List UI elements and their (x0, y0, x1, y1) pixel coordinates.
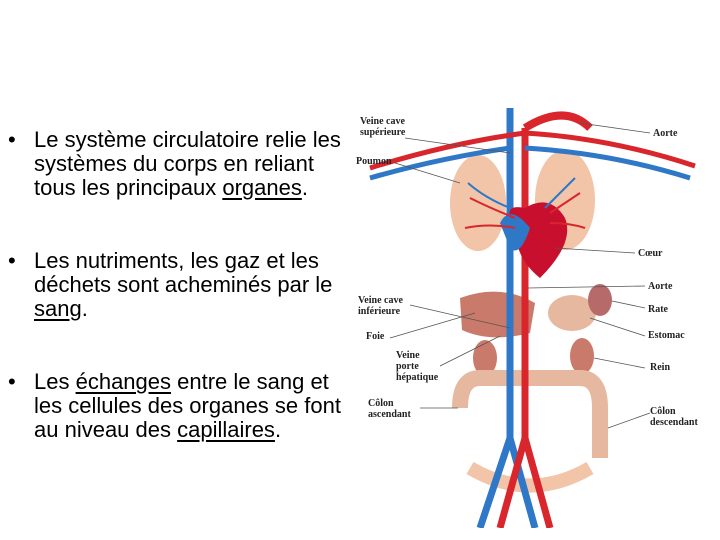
link-organes[interactable]: organes (222, 175, 302, 200)
label-coeur: Cœur (638, 248, 663, 259)
label-rate: Rate (648, 304, 668, 315)
bullet-item-3 (8, 370, 358, 442)
bullet-text: entre le sang et les cellules des organes se font au niveau des (34, 369, 341, 442)
label-colon-ascendant: Côlon ascendant (368, 398, 411, 420)
link-echanges[interactable]: échanges (75, 369, 172, 394)
circulatory-system-figure (350, 108, 720, 528)
link-sang[interactable]: sang (34, 296, 82, 321)
label-poumon: Poumon (356, 156, 392, 167)
bullet-punct: . (81, 296, 88, 321)
link-capillaires[interactable]: capillaires (177, 417, 275, 442)
bullet-text: Les nutriments, les gaz et les déchets sont acheminés par le (34, 248, 333, 297)
bullet-list (8, 128, 358, 442)
label-veine-cave-inferieure: Veine cave inférieure (358, 295, 403, 317)
label-veine-cave-superieure: Veine cave supérieure (360, 116, 406, 138)
label-foie: Foie (366, 331, 385, 342)
label-colon-descendant: Côlon descendant (650, 406, 698, 428)
anatomy-illustration (350, 108, 720, 528)
bullet-punct: . (274, 417, 282, 442)
intestine (470, 468, 590, 486)
bullet-text: Les (34, 369, 76, 394)
bullet-punct: . (301, 175, 308, 200)
label-estomac: Estomac (648, 330, 685, 341)
bullet-item-1 (8, 128, 358, 200)
label-rein: Rein (650, 362, 670, 373)
label-aorte-mid: Aorte (648, 281, 673, 292)
aortic-arch (525, 116, 590, 129)
bullet-text: Le système circulatoire relie les systèmes du corps en reliant tous les principaux (34, 127, 341, 200)
kidney-right (570, 338, 594, 374)
label-aorte-top: Aorte (653, 128, 678, 139)
bullet-item-2 (8, 249, 358, 321)
label-veine-porte-hepatique: Veine porte hépatique (396, 350, 439, 383)
spleen (588, 284, 612, 316)
